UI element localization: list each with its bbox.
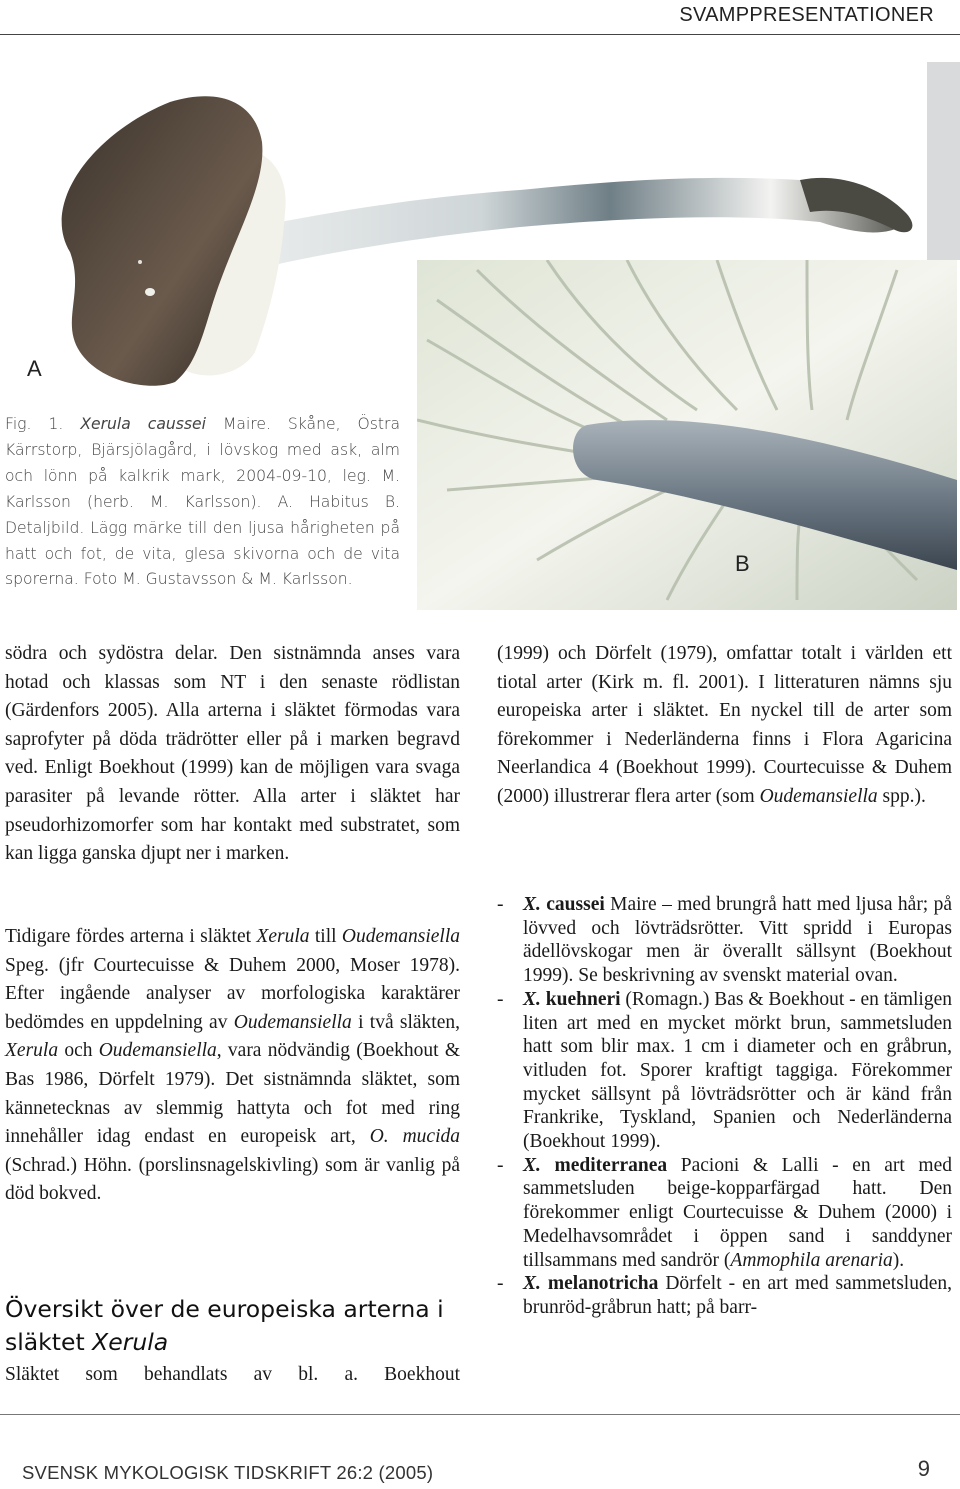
list-dash: - — [497, 894, 504, 915]
text-run: (Schrad.) Höhn. (porslinsnagelskivling) som är vanlig på död bokved. — [5, 1154, 460, 1205]
text-run: i två släkten, — [351, 1011, 460, 1033]
italic-run: Oudemansiella — [341, 926, 460, 947]
left-column-p1 — [5, 640, 460, 869]
figure-caption — [5, 412, 400, 593]
photo-detail-b — [417, 260, 957, 610]
footer-journal — [22, 1462, 433, 1484]
species-text: Dörfelt - en art med sammetsluden, brunröd-gråbrun hatt; på barr- — [523, 1273, 952, 1318]
text-run: , vara nödvändig (Boekhout & Bas 1986, Dörfelt 1979). Det sistnämnda släktet, som kännetecknas av slemmig hattyta och fot med ring innehåller idag endast en europeisk art, — [5, 1040, 460, 1148]
species-genus: X. — [523, 894, 541, 915]
paragraph — [5, 923, 460, 1209]
list-item — [497, 1154, 952, 1273]
list-item — [497, 1272, 952, 1319]
footer-divider — [0, 1414, 960, 1415]
text-run: spp.). — [877, 785, 926, 807]
text-run: till — [309, 926, 342, 947]
list-dash: - — [497, 1273, 504, 1295]
species-text: Pacioni & Lalli - en art med sammetsluden beige-kopparfärgad hatt. Den förekommer enligt Courtecuisse & Duhem (2000) i Medelhavsområdet i öppen sand i sanddyner tillsammans med sandrör ( — [523, 1154, 953, 1271]
species-epithet: kuehneri — [545, 988, 621, 1010]
section-header: SVAMPPRESENTATIONER — [679, 4, 934, 26]
panel-label-b: B — [735, 551, 750, 576]
paragraph — [497, 640, 952, 812]
species-genus: X. — [523, 1154, 541, 1176]
species-epithet: melanotricha — [547, 1273, 659, 1295]
text-run: Speg. (jfr Courtecuisse & Duhem 2000, Moser 1978). Efter ingående analyser av morfologiska karaktärer bedömdes en uppdelning av — [5, 954, 460, 1033]
species-genus: X. — [523, 1273, 541, 1295]
species-epithet: mediterranea — [554, 1154, 668, 1176]
caption-prefix: Fig. 1. — [5, 415, 81, 433]
list-item — [497, 893, 952, 988]
list-dash: - — [497, 1154, 504, 1176]
species-genus: X. — [523, 988, 541, 1010]
heading-text: Översikt över de europeiska arterna i släktet — [5, 1295, 444, 1356]
list-dash: - — [497, 988, 504, 1010]
italic-run: Oudemansiella — [98, 1040, 217, 1062]
caption-text: Maire. Skåne, Östra Kärrstorp, Bjärsjölagård, i lövskog med ask, alm och lönn på kalkrik mark, 2004-09-10, leg. M. Karlsson (herb. M. Karlsson). A. Habitus B. Detaljbild. Lägg märke till den ljusa hårigheten på hatt och fot, de vita, glesa skivorna och de vita sporerna. Foto M. Gustavsson & M. Karlsson. — [5, 415, 400, 589]
left-column-p3 — [5, 1361, 460, 1390]
page-number: 9 — [917, 1456, 930, 1481]
section-heading — [5, 1293, 465, 1359]
panel-label-a: A — [27, 356, 42, 381]
italic-run: Oudemansiella — [759, 785, 878, 807]
species-italic: Ammophila arenaria — [730, 1249, 893, 1271]
paragraph: Släktet som behandlats av bl. a. Boekhout — [5, 1364, 460, 1385]
journal-issue: 26:2 (2005) — [336, 1462, 434, 1483]
species-text: (Romagn.) Bas & Boekhout - en tämligen liten art med en mycket mörkt brun, sammetsluden hatt som blir max. 1 cm i diameter och en gråbrun, vitluden fot. Sporer kraftigt taggiga. Förekommer mycket sällsynt på lövträdsrötter och är känd från Frankrike, Tyskland, Spanien och Nederländerna (Boekhout 1999). — [523, 988, 953, 1153]
list-item — [497, 988, 952, 1154]
italic-run: O. mucida — [369, 1126, 460, 1148]
text-run: (1999) och Dörfelt (1979), omfattar totalt i världen ett tiotal arter (Kirk m. fl. 2001). I litteraturen nämns sju europeiska arter i släktet. En nyckel till de arter som förekommer i Nederländerna finns i Flora Agaricina Neerlandica 4 (Boekhout 1999). Courtecuisse & Duhem (2000) illustrerar flera arter (som — [497, 643, 952, 807]
italic-run: Xerula — [5, 1040, 59, 1062]
species-epithet: caussei — [546, 894, 605, 915]
header-divider — [0, 34, 960, 35]
paragraph: södra och sydöstra delar. Den sistnämnda anses vara hotad och klassas som NT i den senaste rödlistan (Gärdenfors 2005). Alla arterna i släktet förmodas vara saprofyter på döda trädrötter eller på i marken begravd ved. Enligt Boekhout (1999) kan de möjligen vara svaga parasiter på levande rötter. Alla arter i släktet har pseudorhizomorfer som har kontakt med substratet, som kan ligga ganska djupt ner i marken. — [5, 643, 460, 865]
italic-run: Oudemansiella — [233, 1011, 352, 1033]
italic-run: Xerula — [256, 926, 310, 947]
caption-species: Xerula caussei — [80, 415, 206, 433]
heading-italic: Xerula — [92, 1328, 169, 1356]
text-run: och — [58, 1040, 99, 1062]
right-column-p1 — [497, 640, 952, 812]
journal-name: SVENSK MYKOLOGISK TIDSKRIFT — [22, 1462, 332, 1483]
left-column-p2 — [5, 923, 460, 1209]
species-text-end: ). — [892, 1249, 905, 1271]
species-text: Maire – med brungrå hatt med ljusa hår; på lövved och lövträdsrötter. Vitt spridd i Europas ädellövskogar men är överallt sällsynt (Boekhout 1999). Se beskrivning av svenskt material ovan. — [523, 894, 953, 987]
text-run: Tidigare fördes arterna i släktet — [5, 926, 257, 947]
species-list — [497, 893, 952, 1320]
